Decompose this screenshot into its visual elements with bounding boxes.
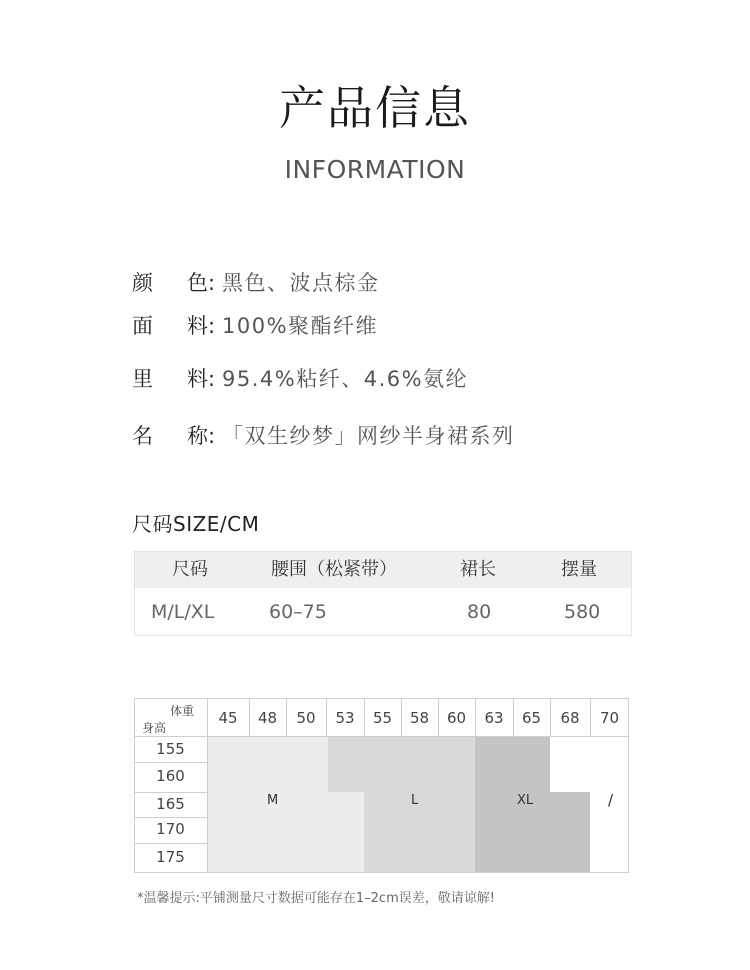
size-cell: 580 xyxy=(564,601,601,623)
weight-label: 60 xyxy=(446,709,467,727)
grid-line xyxy=(364,698,365,737)
weight-label: 68 xyxy=(560,709,580,727)
info-value: 95.4%粘纤、4.6%氨纶 xyxy=(222,367,469,391)
grid-line xyxy=(401,698,402,737)
grid-line xyxy=(134,698,629,699)
info-label: 颜 色: xyxy=(132,271,216,295)
info-row-color xyxy=(132,268,380,298)
grid-line xyxy=(207,698,208,873)
info-label: 面 料: xyxy=(132,314,216,338)
grid-line xyxy=(249,698,250,737)
corner-weight-label: 体重 xyxy=(170,704,195,718)
grid-line xyxy=(134,843,207,844)
weight-label: 55 xyxy=(372,709,393,727)
grid-line xyxy=(513,698,514,737)
size-cell: 60–75 xyxy=(269,601,327,623)
size-header-cell: 摆量 xyxy=(561,559,597,580)
weight-label: 45 xyxy=(218,709,238,727)
weight-label: 65 xyxy=(521,709,542,727)
weight-height-grid xyxy=(134,698,629,873)
size-table xyxy=(134,551,632,636)
info-row-lining xyxy=(132,364,468,394)
size-cell: 80 xyxy=(467,601,492,623)
corner-height-label: 身高 xyxy=(142,721,167,735)
info-value: 黑色、波点棕金 xyxy=(222,271,380,295)
zone-xl-fill xyxy=(475,737,550,873)
grid-line xyxy=(134,762,207,763)
grid-line xyxy=(134,817,207,818)
zone-l-fill xyxy=(364,792,475,873)
info-label: 里 料: xyxy=(132,367,216,391)
weight-label: 70 xyxy=(599,709,620,727)
height-label: 155 xyxy=(156,739,185,758)
info-row-name xyxy=(132,421,515,451)
grid-line xyxy=(475,698,476,737)
weight-label: 63 xyxy=(484,709,504,727)
zone-xl-fill xyxy=(550,792,590,873)
weight-label: 58 xyxy=(409,709,430,727)
weight-label: 53 xyxy=(335,709,355,727)
height-label: 170 xyxy=(156,820,185,838)
height-label: 165 xyxy=(156,794,185,813)
grid-line xyxy=(326,698,327,737)
grid-line xyxy=(550,698,551,737)
info-value: 「双生纱梦」网纱半身裙系列 xyxy=(222,424,515,448)
grid-line xyxy=(134,872,629,873)
info-row-fabric xyxy=(132,311,378,341)
info-label: 名 称: xyxy=(132,424,216,448)
weight-label: 50 xyxy=(296,709,316,727)
zone-label-l: L xyxy=(411,793,419,808)
grid-line xyxy=(134,792,207,793)
size-note: *温馨提示:平铺测量尺寸数据可能存在1–2cm误差，敬请谅解! xyxy=(137,891,495,906)
size-cell: M/L/XL xyxy=(151,601,215,623)
size-header-cell: 腰围（松紧带） xyxy=(271,559,397,580)
grid-line xyxy=(134,736,629,737)
page-subtitle: INFORMATION xyxy=(284,155,466,184)
size-heading: 尺码SIZE/CM xyxy=(132,512,260,536)
grid-line xyxy=(438,698,439,737)
height-label: 175 xyxy=(156,848,185,866)
weight-label: 48 xyxy=(257,709,278,727)
size-table-header xyxy=(135,552,631,588)
grid-line xyxy=(590,698,591,737)
grid-line xyxy=(628,698,629,873)
zone-label-xl: XL xyxy=(517,793,534,808)
height-label: 160 xyxy=(156,767,185,785)
page-title: 产品信息 xyxy=(279,81,471,135)
grid-line xyxy=(134,698,135,873)
zone-label-none: / xyxy=(608,791,614,809)
zone-m-fill xyxy=(328,792,364,873)
info-value: 100%聚酯纤维 xyxy=(222,314,379,338)
zone-l-fill xyxy=(328,737,475,792)
zone-label-m: M xyxy=(267,793,279,808)
size-header-cell: 裙长 xyxy=(460,559,496,580)
grid-line xyxy=(286,698,287,737)
size-header-cell: 尺码 xyxy=(172,559,208,580)
